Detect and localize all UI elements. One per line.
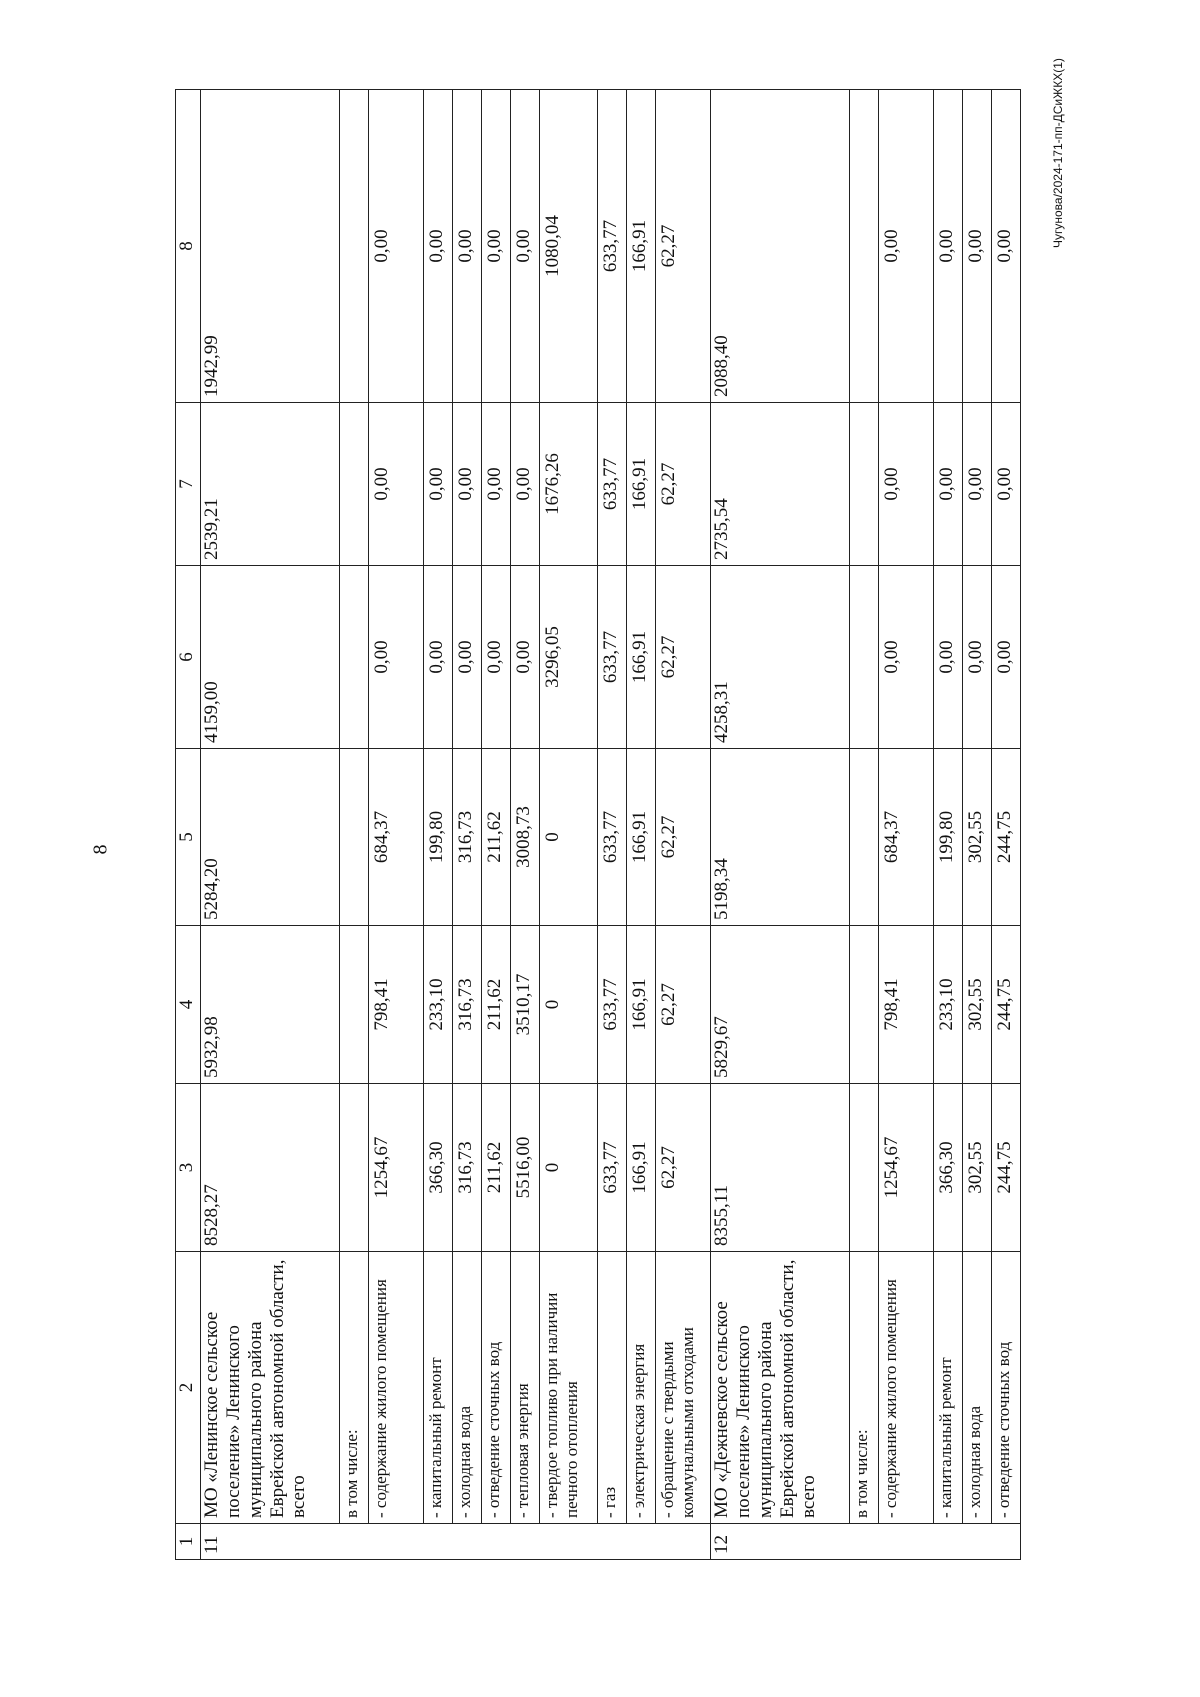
row-number: [424, 1524, 453, 1560]
value-cell: 0,00: [424, 403, 453, 566]
value-cell: 244,75: [992, 749, 1021, 926]
row-number: [934, 1524, 963, 1560]
item-label: в том числе:: [340, 1252, 369, 1524]
value-cell: 1254,67: [369, 1084, 424, 1252]
value-cell: 5829,67: [711, 926, 850, 1084]
value-cell: 244,75: [992, 926, 1021, 1084]
value-cell: [850, 566, 879, 749]
value-cell: 633,77: [598, 749, 627, 926]
value-cell: 0,00: [482, 403, 511, 566]
item-label: - холодная вода: [963, 1252, 992, 1524]
value-cell: 166,91: [627, 749, 656, 926]
value-cell: 211,62: [482, 926, 511, 1084]
value-cell: 5198,34: [711, 749, 850, 926]
col-header-1: 1: [176, 1524, 201, 1560]
value-cell: 62,27: [656, 403, 711, 566]
value-cell: 0,00: [369, 403, 424, 566]
row-number: [482, 1524, 511, 1560]
row-number: [598, 1524, 627, 1560]
document-code: Чугунова/2024-171-пп-ДСиЖКХ(1): [1051, 58, 1065, 248]
value-cell: [850, 1084, 879, 1252]
value-cell: 166,91: [627, 1084, 656, 1252]
value-cell: 633,77: [598, 1084, 627, 1252]
col-header-7: 7: [176, 403, 201, 566]
value-cell: 166,91: [627, 926, 656, 1084]
value-cell: [340, 749, 369, 926]
entity-name: МО «Дежневское сельское поселение» Ленинского муниципального района Еврейской автономной области, всего: [711, 1252, 850, 1524]
table-row: [963, 90, 992, 1560]
value-cell: 0,00: [934, 566, 963, 749]
value-cell: 798,41: [369, 926, 424, 1084]
col-header-5: 5: [176, 749, 201, 926]
value-cell: 0,00: [934, 403, 963, 566]
table-row: [711, 90, 850, 1560]
value-cell: [340, 566, 369, 749]
value-cell: 199,80: [424, 749, 453, 926]
value-cell: 0,00: [453, 403, 482, 566]
value-cell: 1676,26: [540, 403, 598, 566]
value-cell: 0: [540, 926, 598, 1084]
value-cell: 633,77: [598, 926, 627, 1084]
row-number: [540, 1524, 598, 1560]
value-cell: 1080,04: [540, 90, 598, 403]
value-cell: 233,10: [424, 926, 453, 1084]
value-cell: 316,73: [453, 1084, 482, 1252]
item-label: - содержание жилого помещения: [879, 1252, 934, 1524]
value-cell: 233,10: [934, 926, 963, 1084]
col-header-2: 2: [176, 1252, 201, 1524]
table-row: [598, 90, 627, 1560]
table-row: [627, 90, 656, 1560]
value-cell: 0,00: [963, 90, 992, 403]
value-cell: 62,27: [656, 90, 711, 403]
value-cell: 0,00: [482, 566, 511, 749]
value-cell: 0,00: [992, 90, 1021, 403]
table-row: [453, 90, 482, 1560]
value-cell: 166,91: [627, 90, 656, 403]
value-cell: 4258,31: [711, 566, 850, 749]
table-row: [656, 90, 711, 1560]
value-cell: 0,00: [879, 566, 934, 749]
value-cell: [850, 403, 879, 566]
value-cell: 166,91: [627, 403, 656, 566]
value-cell: 62,27: [656, 749, 711, 926]
value-cell: [340, 1084, 369, 1252]
table-row: [850, 90, 879, 1560]
item-label: - содержание жилого помещения: [369, 1252, 424, 1524]
value-cell: 8528,27: [201, 1084, 340, 1252]
value-cell: [850, 926, 879, 1084]
value-cell: 0,00: [963, 403, 992, 566]
value-cell: 0,00: [369, 566, 424, 749]
value-cell: 0,00: [369, 90, 424, 403]
value-cell: 316,73: [453, 926, 482, 1084]
value-cell: 0,00: [453, 90, 482, 403]
item-label: - холодная вода: [453, 1252, 482, 1524]
value-cell: 633,77: [598, 90, 627, 403]
value-cell: 199,80: [934, 749, 963, 926]
value-cell: 0: [540, 1084, 598, 1252]
item-label: - газ: [598, 1252, 627, 1524]
value-cell: 4159,00: [201, 566, 340, 749]
value-cell: 684,37: [369, 749, 424, 926]
value-cell: 1942,99: [201, 90, 340, 403]
value-cell: 62,27: [656, 926, 711, 1084]
value-cell: 0,00: [992, 403, 1021, 566]
value-cell: 798,41: [879, 926, 934, 1084]
item-label: - капитальный ремонт: [934, 1252, 963, 1524]
row-number: [850, 1524, 879, 1560]
row-number: [992, 1524, 1021, 1560]
row-number: [963, 1524, 992, 1560]
table-row: [482, 90, 511, 1560]
value-cell: 2539,21: [201, 403, 340, 566]
value-cell: [850, 90, 879, 403]
value-cell: 0,00: [511, 403, 540, 566]
table-row: [511, 90, 540, 1560]
col-header-6: 6: [176, 566, 201, 749]
row-number: 12: [711, 1524, 850, 1560]
col-header-4: 4: [176, 926, 201, 1084]
value-cell: 1254,67: [879, 1084, 934, 1252]
item-label: - тепловая энергия: [511, 1252, 540, 1524]
value-cell: 5516,00: [511, 1084, 540, 1252]
item-label: в том числе:: [850, 1252, 879, 1524]
table-row: [369, 90, 424, 1560]
value-cell: 3510,17: [511, 926, 540, 1084]
rotated-table-wrapper: [175, 90, 1087, 1560]
value-cell: 0,00: [879, 90, 934, 403]
value-cell: 0,00: [511, 566, 540, 749]
value-cell: 62,27: [656, 1084, 711, 1252]
value-cell: 166,91: [627, 566, 656, 749]
page-number: 8: [89, 844, 112, 855]
table-body: [201, 90, 1021, 1560]
value-cell: 633,77: [598, 566, 627, 749]
row-number: [453, 1524, 482, 1560]
table-row: [540, 90, 598, 1560]
value-cell: 684,37: [879, 749, 934, 926]
column-number-row: [176, 90, 201, 1560]
value-cell: 5932,98: [201, 926, 340, 1084]
value-cell: [340, 403, 369, 566]
value-cell: 244,75: [992, 1084, 1021, 1252]
row-number: [369, 1524, 424, 1560]
value-cell: 366,30: [424, 1084, 453, 1252]
value-cell: 633,77: [598, 403, 627, 566]
value-cell: 0,00: [879, 403, 934, 566]
value-cell: 211,62: [482, 749, 511, 926]
item-label: - отведение сточных вод: [992, 1252, 1021, 1524]
value-cell: 0,00: [963, 566, 992, 749]
item-label: - отведение сточных вод: [482, 1252, 511, 1524]
value-cell: 5284,20: [201, 749, 340, 926]
value-cell: 0: [540, 749, 598, 926]
table-row: [201, 90, 340, 1560]
value-cell: 2088,40: [711, 90, 850, 403]
value-cell: 3296,05: [540, 566, 598, 749]
item-label: - капитальный ремонт: [424, 1252, 453, 1524]
row-number: [627, 1524, 656, 1560]
value-cell: [340, 926, 369, 1084]
table-row: [340, 90, 369, 1560]
value-cell: 0,00: [482, 90, 511, 403]
table-row: [424, 90, 453, 1560]
value-cell: 0,00: [934, 90, 963, 403]
value-cell: 0,00: [424, 90, 453, 403]
value-cell: 316,73: [453, 749, 482, 926]
row-number: [879, 1524, 934, 1560]
value-cell: 211,62: [482, 1084, 511, 1252]
value-cell: 0,00: [511, 90, 540, 403]
value-cell: [340, 90, 369, 403]
value-cell: 0,00: [453, 566, 482, 749]
value-cell: 302,55: [963, 1084, 992, 1252]
value-cell: 62,27: [656, 566, 711, 749]
value-cell: 302,55: [963, 926, 992, 1084]
value-cell: 0,00: [424, 566, 453, 749]
table-row: [934, 90, 963, 1560]
value-cell: 2735,54: [711, 403, 850, 566]
value-cell: 3008,73: [511, 749, 540, 926]
table-row: [992, 90, 1021, 1560]
item-label: - обращение с твердыми коммунальными отходами: [656, 1252, 711, 1524]
entity-name: МО «Ленинское сельское поселение» Ленинского муниципального района Еврейской автономной области, всего: [201, 1252, 340, 1524]
table-row: [879, 90, 934, 1560]
row-number: [340, 1524, 369, 1560]
value-cell: [850, 749, 879, 926]
row-number: [656, 1524, 711, 1560]
col-header-3: 3: [176, 1084, 201, 1252]
row-number: 11: [201, 1524, 340, 1560]
col-header-8: 8: [176, 90, 201, 403]
value-cell: 302,55: [963, 749, 992, 926]
value-cell: 366,30: [934, 1084, 963, 1252]
value-cell: 0,00: [992, 566, 1021, 749]
row-number: [511, 1524, 540, 1560]
item-label: - твердое топливо при наличии печного отопления: [540, 1252, 598, 1524]
item-label: - электрическая энергия: [627, 1252, 656, 1524]
tariff-table: [175, 89, 1021, 1560]
value-cell: 8355,11: [711, 1084, 850, 1252]
